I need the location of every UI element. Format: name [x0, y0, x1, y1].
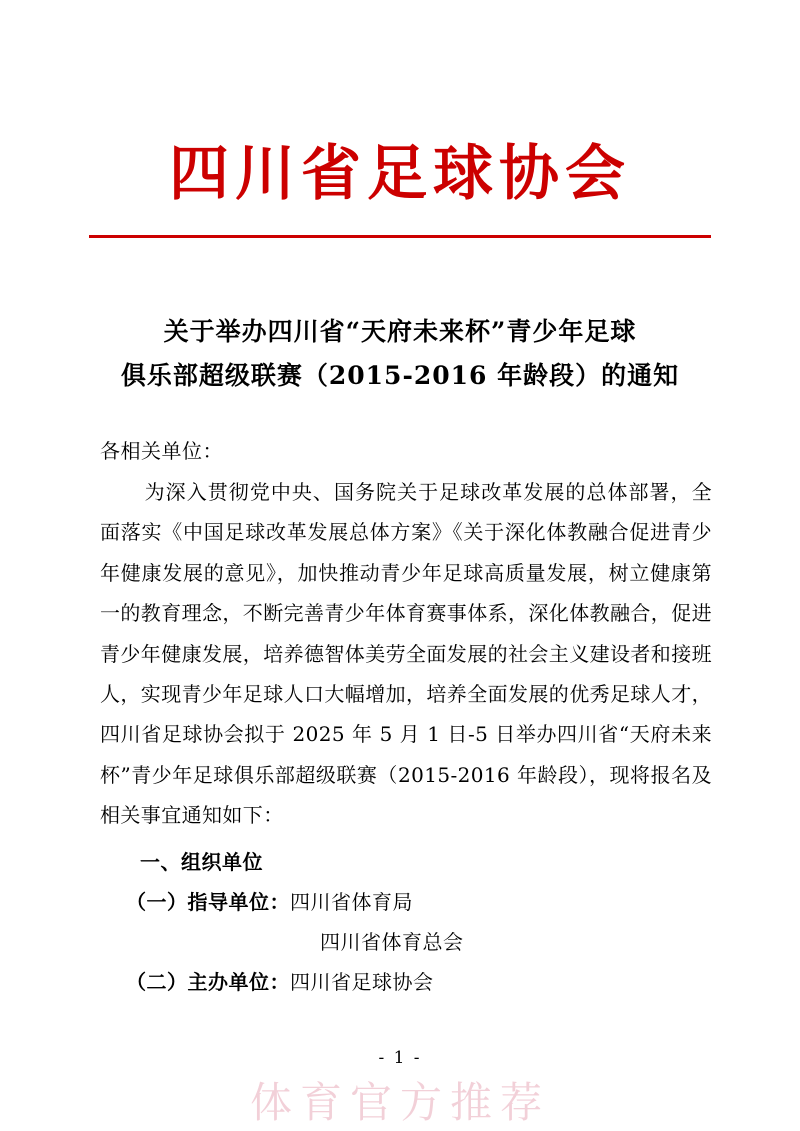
body-paragraph-1 [100, 472, 712, 836]
list-item-host-unit-value: 四川省足球协会 [290, 969, 434, 994]
page-number: - 1 - [378, 1048, 422, 1068]
list-item-guidance-unit-value: 四川省体育局 [290, 889, 413, 914]
salutation: 各相关单位： [100, 439, 223, 463]
list-item-guidance-unit-label: （一）指导单位： [126, 889, 290, 914]
document-title-line-1: 关于举办四川省“天府未来杯”青少年足球 [163, 317, 637, 346]
document-title [100, 310, 700, 398]
list-item-host-unit-label: （二）主办单位： [126, 969, 290, 994]
letterhead [0, 140, 800, 238]
letterhead-divider [89, 235, 711, 238]
document-title-line-2: 俱乐部超级联赛（2015-2016 年龄段）的通知 [120, 360, 680, 390]
watermark: 体育官方推荐 [249, 1078, 550, 1127]
document-body [100, 432, 712, 1002]
organization-title: 四川省足球协会 [169, 139, 631, 209]
list-item-guidance-unit-value-2: 四川省体育总会 [320, 929, 464, 954]
list-item-host-unit [100, 962, 712, 1002]
list-item-guidance-unit [100, 882, 712, 922]
body-paragraph-1-text: 为深入贯彻党中央、国务院关于足球改革发展的总体部署，全面落实《中国足球改革发展总体方案》《关于深化体教融合促进青少年健康发展的意见》，加快推动青少年足球高质量发展，树立健康第一的教育理念，不断完善青少年体育赛事体系，深化体教融合，促进青少年健康发展，培养德智体美劳全面发展的社会主义建设者和接班人，实现青少年足球人口大幅增加，培养全面发展的优秀足球人才，四川省足球协会拟于 2025 年 5 月 1 日-5 日举办四川省“天府未来杯”青少年足球俱乐部超级联赛（2015-2016 年龄段），现将报名及相关事宜通知如下： [100, 480, 712, 828]
section-heading-1: 一、组织单位 [140, 849, 263, 874]
